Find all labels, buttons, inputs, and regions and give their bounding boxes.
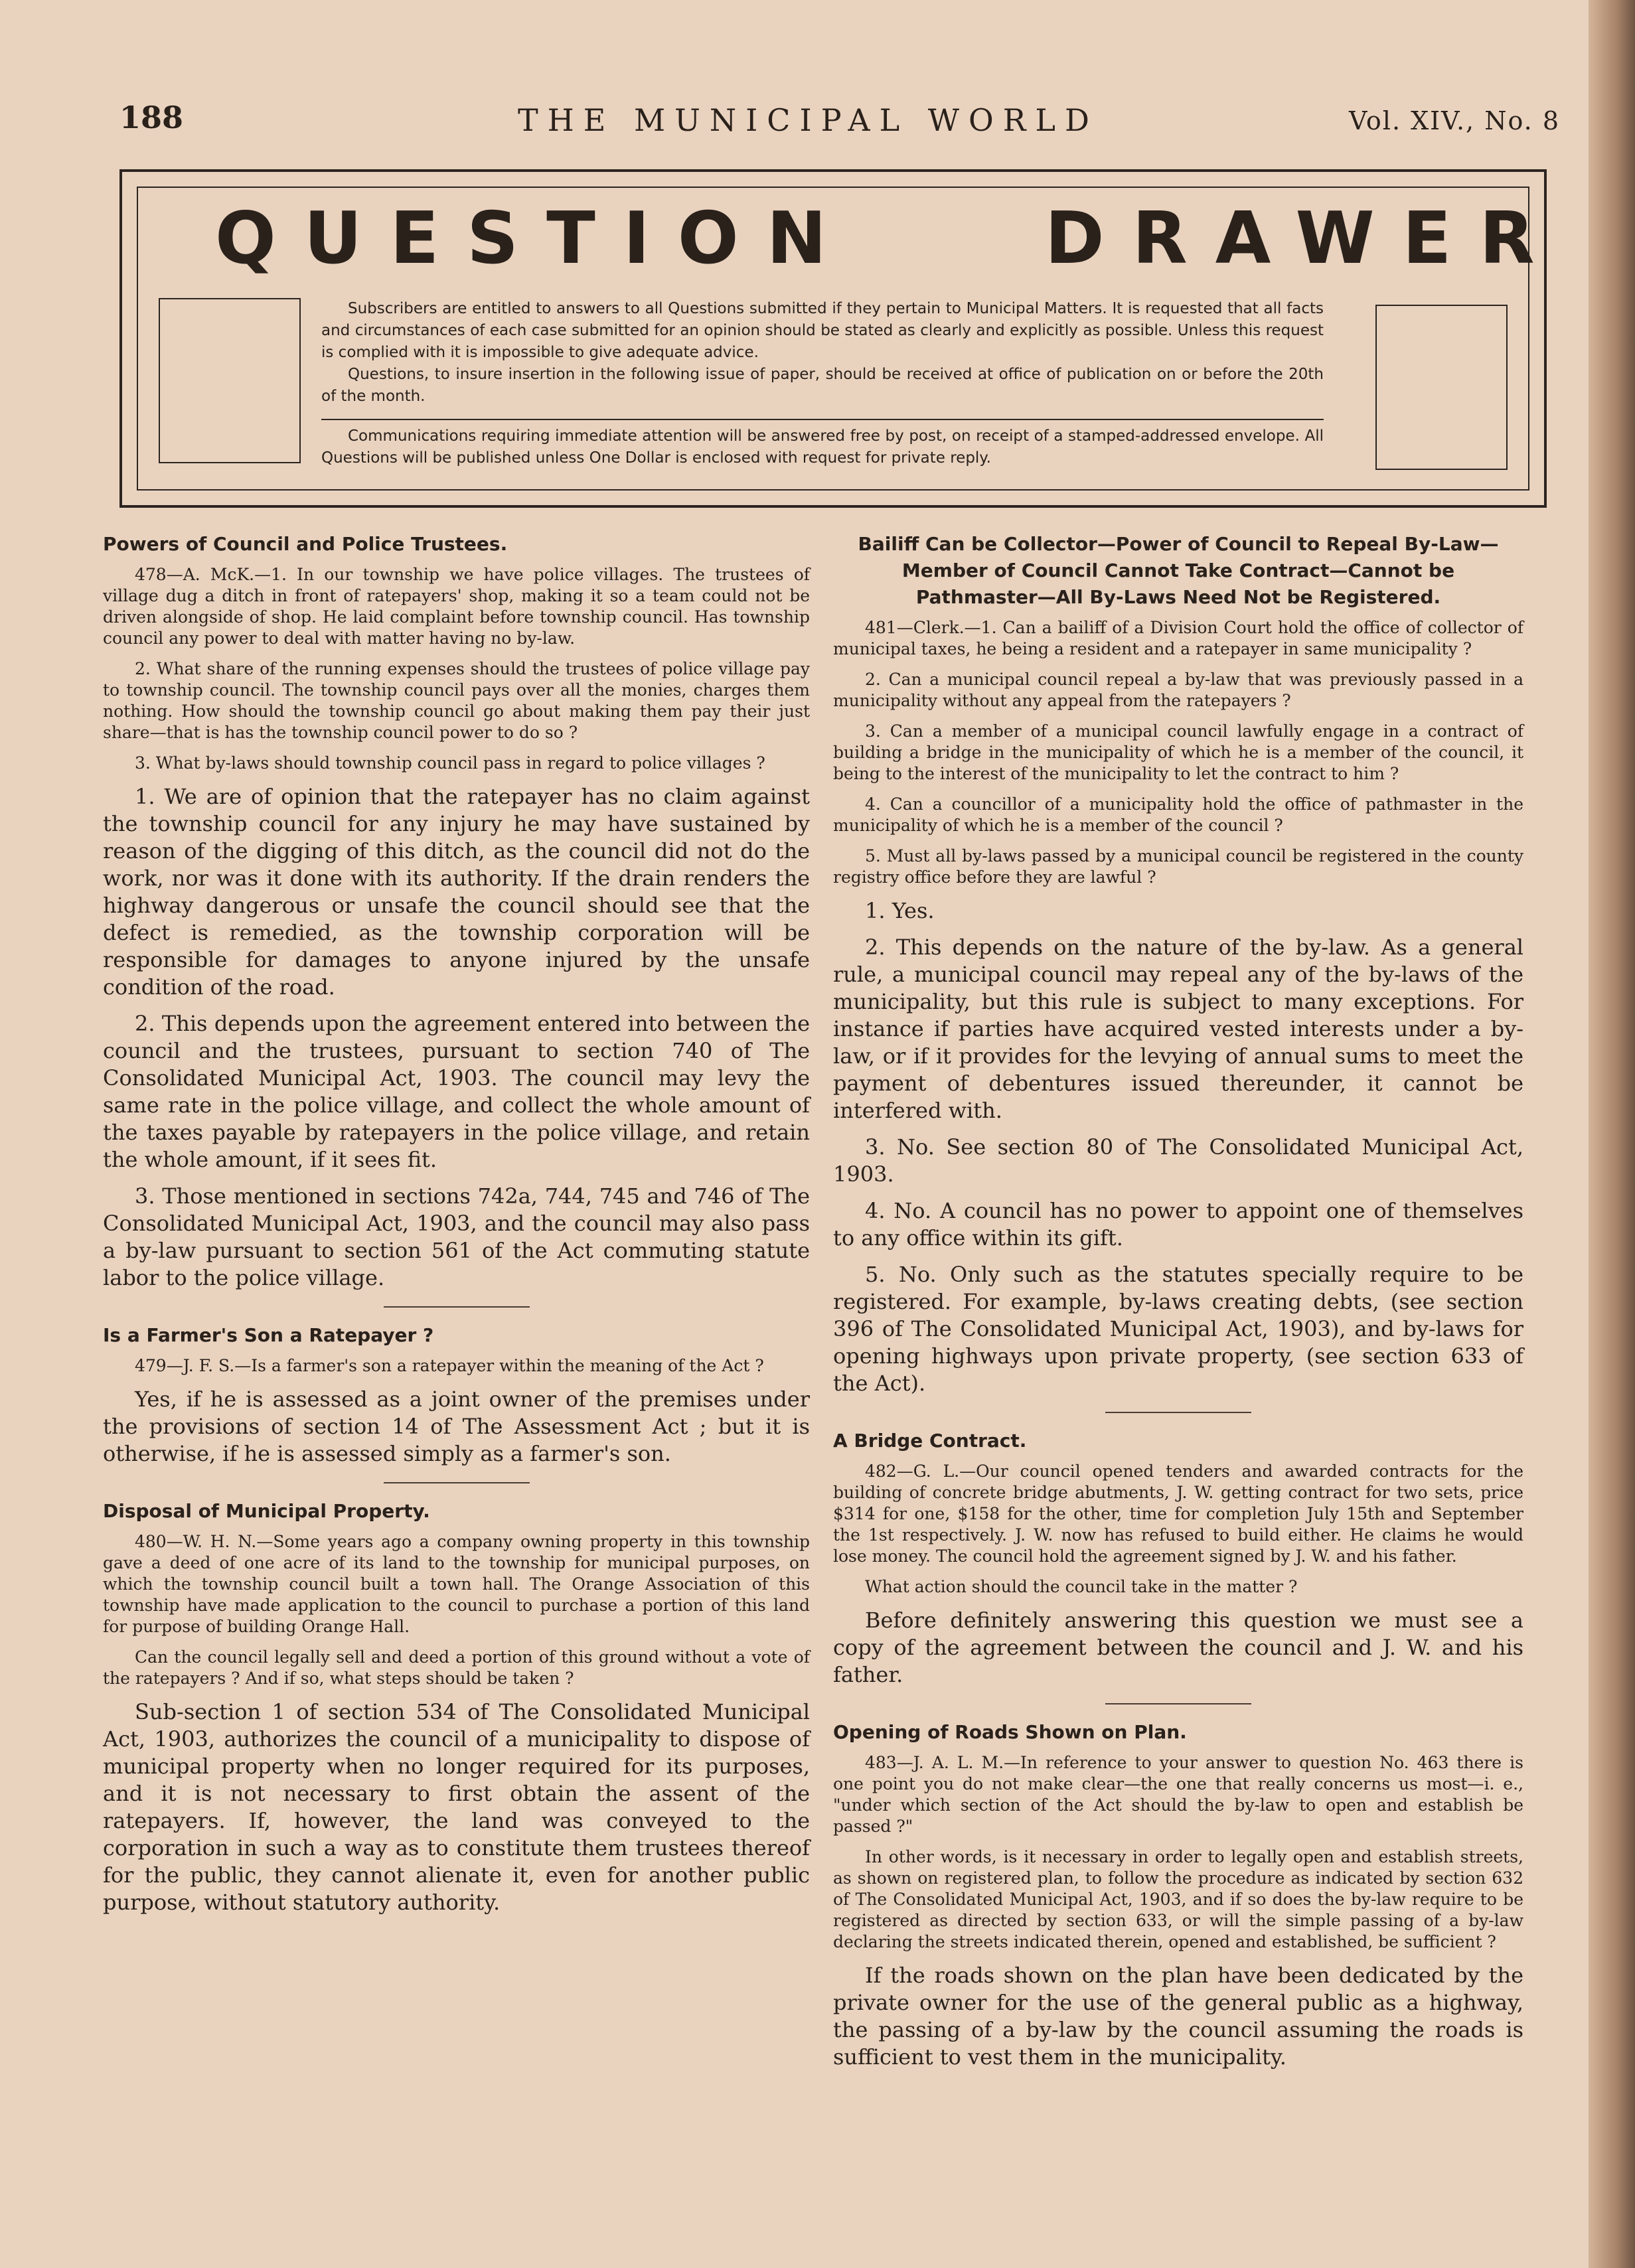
answer-text: 4. No. A council has no power to appoint one of themselves to any office within its gift.: [833, 1198, 1523, 1250]
answer-text: 1. We are of opinion that the ratepayer has no claim against the township council for any injury he may have sustained by reason of the digging of this ditch, as the council did not do the work, nor was it done with its authority. If the drain renders the highway dangerous or unsafe the council should see that the defect is remedied, as the township corporation will be responsible for damages to anyone injured by the unsafe condition of the road.: [103, 784, 810, 1000]
question-text: 3. What by-laws should township council pass in regard to police villages ?: [135, 753, 765, 773]
section-divider: [1105, 1703, 1251, 1704]
journal-title: THE MUNICIPAL WORLD: [518, 102, 1099, 138]
volume-number: Vol. XIV., No. 8: [1348, 106, 1560, 135]
section-divider: [384, 1482, 530, 1483]
question-text: 2. Can a municipal council repeal a by-law that was previously passed in a municipality without any appeal from the ratepayers ?: [833, 670, 1523, 710]
right-column: [833, 531, 1523, 2230]
question-text: 478—A. McK.—1. In our township we have police villages. The trustees of village dug a ditch in front of ratepayers' shop, making it so a team could not be driven alongside of shop. He laid complaint before township council. Has township council any power to deal with matter having no by-law.: [103, 565, 810, 648]
notice-paragraph: Communications requiring immediate attention will be answered free by post, on receipt of a stamped-addressed envelope. All Questions will be published unless One Dollar is enclosed with request for private reply.: [321, 427, 1324, 467]
question-text: 3. Can a member of a municipal council lawfully engage in a contract of building a bridge in the municipality of which he is a member of the council, it being to the interest of the municipality to let the contract to him ?: [833, 721, 1523, 783]
question-text: 483—J. A. L. M.—In reference to your answer to question No. 463 there is one point you do not make clear—the one that really concerns us most—i. e., "under which section of the Act should the by-law to open and establish be passed ?": [833, 1753, 1523, 1836]
answer-text: 5. No. Only such as the statutes specially require to be registered. For example, by-laws creating debts, (see section 396 of The Consolidated Municipal Act, 1903), and by-laws for opening highways upon private property, (see section 633 of the Act).: [833, 1262, 1523, 1396]
question-text: In other words, is it necessary in order to legally open and establish streets, as shown on registered plan, to follow the procedure as indicated by section 632 of The Consolidated Municipal Act, 1903, and if so does the by-law require to be registered as directed by section 633, or will the simple passing of a by-law declaring the streets indicated therein, opened and established, be sufficient ?: [833, 1847, 1523, 1951]
banner-title-word-drawer: DRAWER: [1045, 197, 1563, 280]
answer-text: Sub-section 1 of section 534 of The Consolidated Municipal Act, 1903, authorizes the council of a municipality to dispose of municipal property when no longer required for its purposes, and it is not necessary to first obtain the assent of the ratepayers. If, however, the land was conveyed to the corporation in such a way as to constitute them trustees thereof for the public, they cannot alienate it, even for another public purpose, without statutory authority.: [103, 1699, 810, 1915]
section-divider: [1105, 1412, 1251, 1413]
answer-text: If the roads shown on the plan have been dedicated by the private owner for the use of the general public as a highway, the passing of a by-law by the council assuming the roads is sufficient to vest them in the municipality.: [833, 1963, 1523, 2070]
page-header: [119, 100, 1560, 146]
answer-text: 1. Yes.: [865, 898, 935, 923]
question-text: 4. Can a councillor of a municipality hold the office of pathmaster in the municipality of which he is a member of the council ?: [833, 794, 1523, 835]
page-number: 188: [119, 100, 184, 135]
question-text: What action should the council take in the matter ?: [865, 1577, 1298, 1596]
left-column: [103, 531, 810, 2230]
question-text: 479—J. F. S.—Is a farmer's son a ratepayer within the meaning of the Act ?: [135, 1356, 764, 1375]
section-heading: A Bridge Contract.: [833, 1430, 1027, 1452]
answer-text: Yes, if he is assessed as a joint owner of the premises under the provisions of section 14 of The Assessment Act ; but it is otherwise, if he is assessed simply as a farmer's son.: [103, 1387, 810, 1466]
decorative-frame-left: [159, 298, 301, 463]
question-text: 480—W. H. N.—Some years ago a company owning property in this township gave a deed of one acre of its land to the township for municipal purposes, on which the township council built a town hall. The Orange Association of this township have made application to the council to purchase a portion of this land for purpose of building Orange Hall.: [103, 1532, 810, 1636]
section-heading: Powers of Council and Police Trustees.: [103, 533, 508, 555]
page-edge-shadow: [1589, 0, 1635, 2268]
answer-text: 3. No. See section 80 of The Consolidated Municipal Act, 1903.: [833, 1134, 1523, 1187]
decorative-frame-right: [1375, 305, 1508, 470]
answer-text: Before definitely answering this question we must see a copy of the agreement between the council and J. W. and his father.: [833, 1608, 1523, 1687]
question-text: 482—G. L.—Our council opened tenders and awarded contracts for the building of concrete bridge abutments, J. W. getting contract for two sets, price $314 for one, $158 for the other, time for completion July 15th and September the 1st respectively. J. W. now has refused to build either. He claims he would lose money. The council hold the agreement signed by J. W. and his father.: [833, 1462, 1523, 1566]
banner-notice: [321, 298, 1324, 408]
notice-paragraph: Questions, to insure insertion in the following issue of paper, should be received at office of publication on or before the 20th of the month.: [321, 366, 1324, 405]
question-drawer-banner: [119, 169, 1563, 508]
banner-divider: [321, 419, 1324, 420]
answer-text: 2. This depends upon the agreement entered into between the council and the trustees, pursuant to section 740 of The Consolidated Municipal Act, 1903. The council may levy the same rate in the police village, and collect the whole amount of the taxes payable by ratepayers in the police village, and retain the whole amount, if it sees fit.: [103, 1011, 810, 1172]
question-text: 5. Must all by-laws passed by a municipal council be registered in the county registry office before they are lawful ?: [833, 846, 1523, 887]
question-text: Can the council legally sell and deed a portion of this ground without a vote of the ratepayers ? And if so, what steps should be taken ?: [103, 1647, 810, 1688]
section-heading: Opening of Roads Shown on Plan.: [833, 1721, 1187, 1743]
section-divider: [384, 1306, 530, 1308]
question-text: 481—Clerk.—1. Can a bailiff of a Division Court hold the office of collector of municipal taxes, he being a resident and a ratepayer in same municipality ?: [833, 618, 1523, 658]
question-text: 2. What share of the running expenses should the trustees of police village pay to township council. The township council pays over all the monies, charges them nothing. How should the township council go about making them pay their just share—that is has the township council power to do so ?: [103, 659, 810, 742]
notice-paragraph: Subscribers are entitled to answers to all Questions submitted if they pertain to Municipal Matters. It is requested that all facts and circumstances of each case submitted for an opinion should be stated as clearly and explicitly as possible. Unless this request is complied with it is impossible to give adequate advice.: [321, 300, 1324, 361]
answer-text: 3. Those mentioned in sections 742a, 744, 745 and 746 of The Consolidated Municipal Act, 1903, and the council may also pass a by-law pursuant to section 561 of the Act commuting statute labor to the police village.: [103, 1183, 810, 1290]
section-heading: Disposal of Municipal Property.: [103, 1500, 430, 1522]
answer-text: 2. This depends on the nature of the by-law. As a general rule, a municipal council may repeal any of the by-laws of the municipality, but this rule is subject to many exceptions. For instance if parties have acquired vested interests under a by-law, or if it provides for the levying of annual sums to meet the payment of debentures issued thereunder, it cannot be interfered with.: [833, 935, 1523, 1123]
section-heading: Bailiff Can be Collector—Power of Council to Repeal By-Law—Member of Council Cannot Take Contract—Cannot be Pathmaster—All By-Laws Need Not be Registered.: [858, 533, 1499, 608]
section-heading: Is a Farmer's Son a Ratepayer ?: [103, 1324, 434, 1346]
banner-title-word-question: QUESTION: [215, 197, 855, 280]
banner-title: [215, 197, 1563, 280]
